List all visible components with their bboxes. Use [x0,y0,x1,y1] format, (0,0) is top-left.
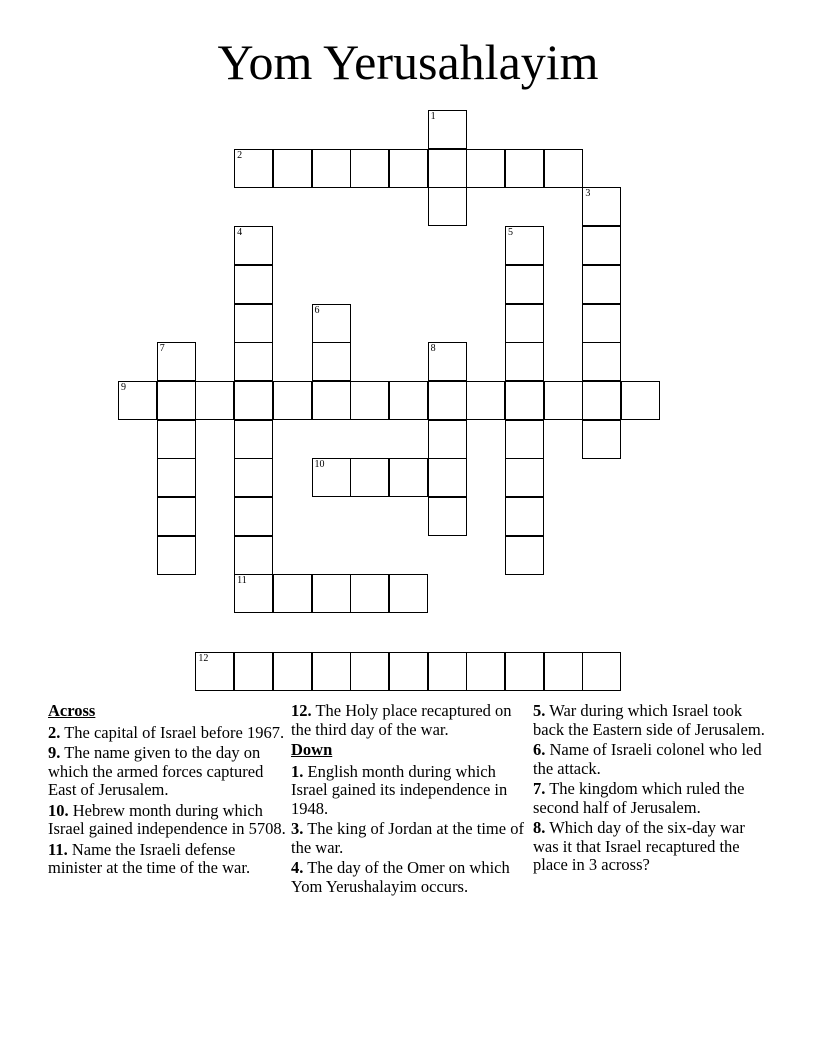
grid-cell[interactable] [389,149,428,188]
grid-cell[interactable] [505,265,544,304]
grid-cell[interactable] [234,149,273,188]
grid-cell[interactable] [157,536,196,575]
grid-cell[interactable] [157,342,196,381]
grid-cell[interactable] [582,265,621,304]
cell-number: 4 [237,227,243,239]
cell-number: 5 [508,227,513,239]
grid-cell[interactable] [582,342,621,381]
clue-down-7: 7. The kingdom which ruled the second half of Jerusalem. [533,779,745,817]
grid-cell[interactable] [428,497,467,536]
grid-cell[interactable] [312,458,351,497]
cell-number: 10 [314,459,325,471]
grid-cell[interactable] [466,381,505,420]
grid-cell[interactable] [544,149,583,188]
grid-cell[interactable] [389,574,428,613]
cell-number: 7 [159,343,165,355]
grid-cell[interactable] [118,381,157,420]
grid-cell[interactable] [582,652,621,691]
clue-down-4: 4. The day of the Omer on which Yom Yerushalayim occurs. [291,858,510,896]
clue-down-3: 3. The king of Jordan at the time of the war. [291,819,524,857]
grid-cell[interactable] [350,458,389,497]
grid-cell[interactable] [582,304,621,343]
grid-cell[interactable] [350,574,389,613]
grid-cell[interactable] [582,187,621,226]
grid-cell[interactable] [582,381,621,420]
clues-column-3 [533,702,773,877]
clue-down-6: 6. Name of Israeli colonel who led the attack. [533,740,762,778]
grid-cell[interactable] [505,226,544,265]
grid-cell[interactable] [505,652,544,691]
cell-number: 2 [237,149,243,161]
grid-cell[interactable] [234,652,273,691]
clues-column-1 [48,702,286,880]
grid-cell[interactable] [505,381,544,420]
grid-cell[interactable] [234,304,273,343]
grid-cell[interactable] [350,149,389,188]
cell-number: 8 [430,343,436,355]
grid-cell[interactable] [234,265,273,304]
grid-cell[interactable] [234,458,273,497]
clue-across-10: 10. Hebrew month during which Israel gained independence in 5708. [48,800,286,838]
grid-cell[interactable] [582,420,621,459]
grid-cell[interactable] [234,574,273,613]
clue-down-5: 5. War during which Israel took back the Eastern side of Jerusalem. [533,701,765,739]
grid-cell[interactable] [505,458,544,497]
grid-cell[interactable] [234,226,273,265]
down-heading: Down [291,740,333,759]
grid-cell[interactable] [312,652,351,691]
grid-cell[interactable] [312,149,351,188]
grid-cell[interactable] [428,458,467,497]
clue-down-8: 8. Which day of the six-day war was it that Israel recaptured the place in 3 across? [533,818,745,874]
grid-cell[interactable] [234,342,273,381]
grid-cell[interactable] [428,149,467,188]
grid-cell[interactable] [505,342,544,381]
clue-across-9: 9. The name given to the day on which the armed forces captured East of Jerusalem. [48,743,264,799]
cell-number: 9 [121,381,126,393]
grid-cell[interactable] [505,497,544,536]
cell-number: 11 [237,575,247,587]
grid-cell[interactable] [312,304,351,343]
grid-cell[interactable] [544,381,583,420]
grid-cell[interactable] [157,458,196,497]
grid-cell[interactable] [466,149,505,188]
grid-cell[interactable] [234,420,273,459]
grid-cell[interactable] [273,149,312,188]
grid-cell[interactable] [234,497,273,536]
grid-cell[interactable] [582,226,621,265]
grid-cell[interactable] [389,652,428,691]
grid-cell[interactable] [505,536,544,575]
grid-cell[interactable] [157,420,196,459]
grid-cell[interactable] [350,652,389,691]
grid-cell[interactable] [389,381,428,420]
grid-cell[interactable] [312,574,351,613]
grid-cell[interactable] [428,420,467,459]
grid-cell[interactable] [428,381,467,420]
clue-down-1: 1. English month during which Israel gained its independence in 1948. [291,761,508,818]
cell-number: 6 [314,304,320,316]
grid-cell[interactable] [273,381,312,420]
clue-across-11: 11. Name the Israeli defense minister at the time of the war. [48,839,251,877]
grid-cell[interactable] [273,574,312,613]
grid-cell[interactable] [544,652,583,691]
grid-cell[interactable] [312,342,351,381]
grid-cell[interactable] [505,420,544,459]
grid-cell[interactable] [312,381,351,420]
grid-cell[interactable] [234,536,273,575]
grid-cell[interactable] [350,381,389,420]
clue-across-12: 12. The Holy place recaptured on the third day of the war. [291,701,512,739]
grid-cell[interactable] [621,381,660,420]
grid-cell[interactable] [466,652,505,691]
clues-column-2 [291,702,529,898]
cell-number: 12 [198,652,209,664]
grid-cell[interactable] [428,652,467,691]
cell-number: 3 [585,188,591,200]
grid-cell[interactable] [157,381,196,420]
cell-number: 1 [430,111,436,122]
grid-cell[interactable] [428,110,467,149]
puzzle-title: Yom Yerusahlayim [217,34,599,90]
grid-cell[interactable] [195,381,234,420]
grid-cell[interactable] [389,458,428,497]
grid-cell[interactable] [195,652,234,691]
grid-cell[interactable] [505,149,544,188]
grid-cell[interactable] [428,342,467,381]
grid-cell[interactable] [157,497,196,536]
grid-cell[interactable] [234,381,273,420]
grid-cell[interactable] [273,652,312,691]
grid-cell[interactable] [428,187,467,226]
across-heading: Across [48,701,96,720]
clue-across-2: 2. The capital of Israel before 1967. [48,722,285,742]
grid-cell[interactable] [505,304,544,343]
